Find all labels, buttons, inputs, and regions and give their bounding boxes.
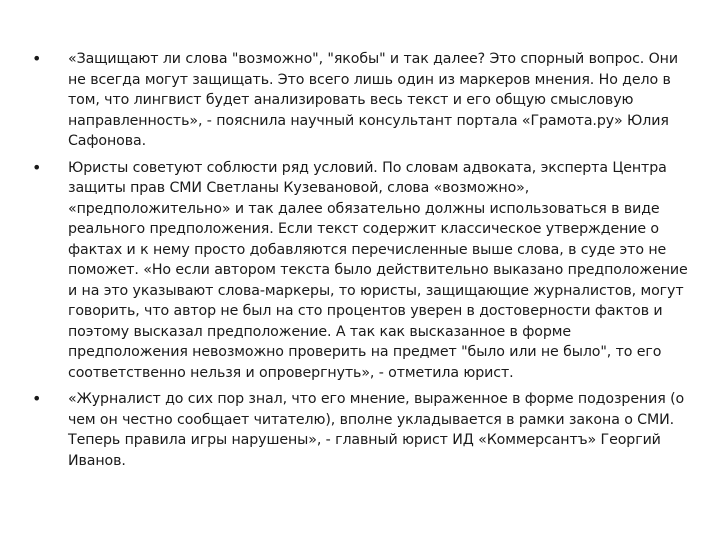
bullet-text-2: Юристы советуют соблюсти ряд условий. По словам адвоката, эксперта Центра защиты прав СМИ Светланы Кузевановой, слова «возможно», «предположительно» и так далее обязательно должны использоваться в виде реального предположения. Если текст содержит классическое утверждение о фактах и к нему просто добавляются перечисленные выше слова, в суде это не поможет. «Но если автором текста было действительно выказано предположение и на это указывают слова-маркеры, то юристы, защищающие журналистов, могут говорить, что автор не был на сто процентов уверен в достоверности фактов и поэтому высказал предположение. А так как высказанное в форме предположения невозможно проверить на предмет "было или не было", то его соответственно нельзя и опровергнуть», - отметила юрист. [68,159,688,381]
bullet-item-3 [32,389,692,471]
bullet-list [32,49,692,477]
bullet-marker: • [32,49,42,68]
bullet-text-3: «Журналист до сих пор знал, что его мнение, выраженное в форме подозрения (о чем он честно сообщает читателю), вполне укладывается в рамки закона о СМИ. Теперь правила игры нарушены», - главный юрист ИД «Коммерсантъ» Георгий Иванов. [68,391,685,469]
bullet-item-1 [32,49,692,152]
bullet-marker: • [32,157,42,177]
bullet-text-1: «Защищают ли слова "возможно", "якобы" и так далее? Это спорный вопрос. Они не всегда могут защищать. Это всего лишь один из маркеров мнения. Но дело в том, что лингвист будет анализировать весь текст и его общую смысловую направленность», - пояснила научный консультант портала «Грамота.ру» Юлия Сафонова. [68,51,678,149]
bullet-item-2 [32,158,692,384]
bullet-marker: • [32,389,42,408]
